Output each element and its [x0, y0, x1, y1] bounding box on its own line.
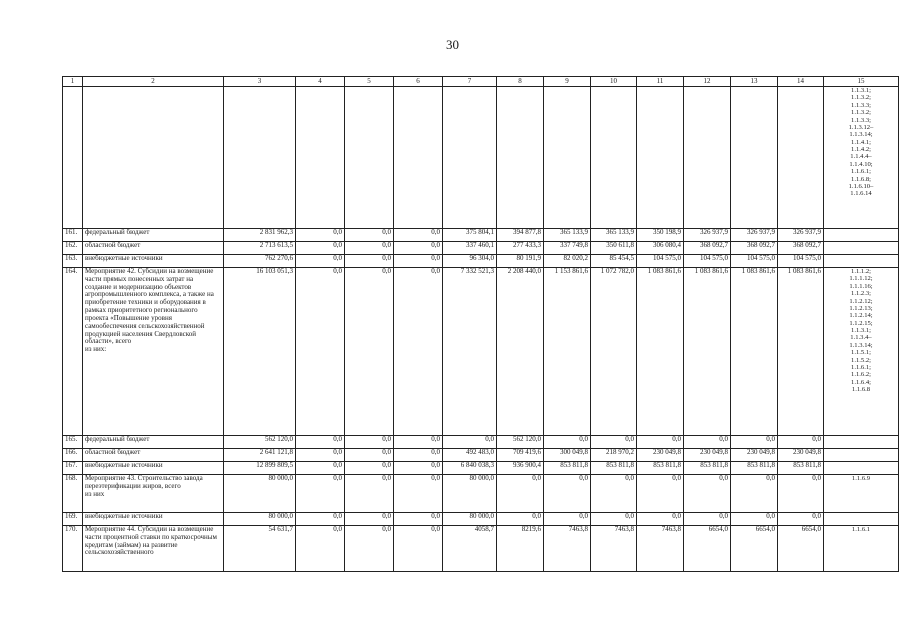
amount-cell: 2 831 962,3 — [224, 229, 296, 242]
amount-cell: 0,0 — [637, 513, 684, 526]
row-description: областной бюджет — [83, 449, 224, 462]
amount-cell: 230 049,8 — [637, 449, 684, 462]
amount-cell: 80 000,0 — [224, 513, 296, 526]
amount-cell: 853 811,8 — [731, 462, 778, 475]
amount-cell: 853 811,8 — [778, 462, 824, 475]
row-description: Мероприятие 44. Субсидии на возмещение части процентной ставки по краткосрочным кредитам (займам) на развитие сельскохозяйственного — [83, 526, 224, 572]
amount-cell: 1 083 861,6 — [731, 268, 778, 436]
amount-cell — [591, 87, 637, 229]
amount-cell: 0,0 — [296, 255, 345, 268]
table-row — [63, 513, 899, 526]
amount-cell: 0,0 — [544, 436, 591, 449]
target-indicator-refs — [824, 449, 899, 462]
amount-cell: 1 083 861,6 — [684, 268, 731, 436]
amount-cell: 80 000,0 — [224, 475, 296, 513]
amount-cell: 853 811,8 — [684, 462, 731, 475]
target-indicator-refs: 1.1.6.1 — [824, 526, 899, 572]
amount-cell: 1 083 861,6 — [778, 268, 824, 436]
row-description — [83, 87, 224, 229]
amount-cell: 0,0 — [394, 462, 443, 475]
column-number-header: 9 — [544, 77, 591, 87]
table-row — [63, 268, 899, 436]
table-row — [63, 526, 899, 572]
amount-cell: 0,0 — [497, 475, 544, 513]
amount-cell: 7463,8 — [591, 526, 637, 572]
amount-cell: 6 840 038,3 — [443, 462, 497, 475]
amount-cell: 368 092,7 — [731, 242, 778, 255]
column-number-header: 14 — [778, 77, 824, 87]
amount-cell — [497, 87, 544, 229]
amount-cell: 2 641 121,8 — [224, 449, 296, 462]
amount-cell: 0,0 — [345, 242, 394, 255]
amount-cell: 0,0 — [394, 526, 443, 572]
column-number-header: 2 — [83, 77, 224, 87]
amount-cell: 12 899 809,5 — [224, 462, 296, 475]
target-indicator-refs — [824, 242, 899, 255]
row-number: 167. — [63, 462, 83, 475]
amount-cell: 0,0 — [296, 513, 345, 526]
amount-cell: 0,0 — [731, 475, 778, 513]
table-row — [63, 475, 899, 513]
amount-cell: 562 120,0 — [224, 436, 296, 449]
amount-cell: 709 419,6 — [497, 449, 544, 462]
row-description: федеральный бюджет — [83, 436, 224, 449]
amount-cell: 0,0 — [345, 462, 394, 475]
table-row — [63, 229, 899, 242]
amount-cell: 0,0 — [591, 475, 637, 513]
amount-cell: 0,0 — [394, 242, 443, 255]
amount-cell: 82 020,2 — [544, 255, 591, 268]
amount-cell: 0,0 — [345, 229, 394, 242]
target-indicator-refs: 1.1.1.2; 1.1.1.12; 1.1.1.16; 1.1.2.3; 1.1.2.12; 1.1.2.13; 1.1.2.14; 1.1.2.15; 1.1.3.1; 1.1.3.4– 1.1.3.14; 1.1.5.1; 1.1.5.2; 1.1.6.1; 1.1.6.2; 1.1.6.4; 1.1.6.8 — [824, 268, 899, 436]
amount-cell: 0,0 — [544, 475, 591, 513]
row-number: 168. — [63, 475, 83, 513]
target-indicator-refs — [824, 255, 899, 268]
amount-cell: 0,0 — [778, 475, 824, 513]
budget-table — [62, 76, 899, 572]
table-row — [63, 449, 899, 462]
row-description: областной бюджет — [83, 242, 224, 255]
amount-cell — [296, 87, 345, 229]
target-indicator-refs — [824, 462, 899, 475]
row-number: 165. — [63, 436, 83, 449]
amount-cell: 326 937,9 — [731, 229, 778, 242]
amount-cell: 0,0 — [544, 513, 591, 526]
amount-cell: 326 937,9 — [684, 229, 731, 242]
column-number-header: 12 — [684, 77, 731, 87]
amount-cell: 492 483,0 — [443, 449, 497, 462]
amount-cell: 230 049,8 — [778, 449, 824, 462]
column-number-row — [63, 77, 899, 87]
amount-cell: 4058,7 — [443, 526, 497, 572]
target-indicator-refs — [824, 513, 899, 526]
amount-cell: 0,0 — [296, 436, 345, 449]
amount-cell: 2 208 440,0 — [497, 268, 544, 436]
amount-cell: 104 575,0 — [731, 255, 778, 268]
amount-cell — [684, 87, 731, 229]
amount-cell: 96 304,0 — [443, 255, 497, 268]
target-indicator-refs — [824, 229, 899, 242]
table-row — [63, 255, 899, 268]
row-number: 161. — [63, 229, 83, 242]
row-description: внебюджетные источники — [83, 462, 224, 475]
amount-cell: 0,0 — [394, 268, 443, 436]
column-number-header: 15 — [824, 77, 899, 87]
amount-cell: 6654,0 — [778, 526, 824, 572]
column-number-header: 3 — [224, 77, 296, 87]
amount-cell: 306 080,4 — [637, 242, 684, 255]
amount-cell: 0,0 — [296, 475, 345, 513]
amount-cell: 230 049,8 — [731, 449, 778, 462]
target-indicator-refs: 1.1.3.1; 1.1.3.2; 1.1.3.3; 1.1.3.2; 1.1.3.3; 1.1.3.12– 1.1.3.14; 1.1.4.1; 1.1.4.2; 1.1.4.4– 1.1.4.10; 1.1.6.1; 1.1.6.8; 1.1.6.10– 1.1.6.14 — [824, 87, 899, 229]
amount-cell: 0,0 — [684, 475, 731, 513]
amount-cell: 326 937,9 — [778, 229, 824, 242]
amount-cell: 350 611,8 — [591, 242, 637, 255]
amount-cell: 104 575,0 — [778, 255, 824, 268]
amount-cell: 0,0 — [591, 513, 637, 526]
amount-cell: 337 749,8 — [544, 242, 591, 255]
row-description: внебюджетные источники — [83, 513, 224, 526]
amount-cell: 394 877,8 — [497, 229, 544, 242]
target-indicator-refs — [824, 436, 899, 449]
amount-cell — [443, 87, 497, 229]
column-number-header: 6 — [394, 77, 443, 87]
amount-cell: 0,0 — [394, 255, 443, 268]
amount-cell: 300 049,8 — [544, 449, 591, 462]
column-number-header: 11 — [637, 77, 684, 87]
row-description: внебюджетные источники — [83, 255, 224, 268]
column-number-header: 4 — [296, 77, 345, 87]
amount-cell: 368 092,7 — [684, 242, 731, 255]
amount-cell: 104 575,0 — [684, 255, 731, 268]
table-row — [63, 242, 899, 255]
amount-cell: 0,0 — [394, 513, 443, 526]
row-number: 162. — [63, 242, 83, 255]
column-number-header: 8 — [497, 77, 544, 87]
amount-cell: 0,0 — [296, 462, 345, 475]
amount-cell: 80 191,9 — [497, 255, 544, 268]
page-number: 30 — [446, 37, 459, 52]
amount-cell: 8219,6 — [497, 526, 544, 572]
amount-cell — [544, 87, 591, 229]
amount-cell: 0,0 — [497, 513, 544, 526]
amount-cell: 1 072 782,0 — [591, 268, 637, 436]
amount-cell: 0,0 — [394, 436, 443, 449]
column-number-header: 7 — [443, 77, 497, 87]
amount-cell: 0,0 — [731, 436, 778, 449]
amount-cell: 218 970,2 — [591, 449, 637, 462]
amount-cell — [778, 87, 824, 229]
amount-cell: 7463,8 — [544, 526, 591, 572]
amount-cell: 0,0 — [345, 436, 394, 449]
amount-cell: 6654,0 — [684, 526, 731, 572]
amount-cell: 0,0 — [345, 268, 394, 436]
amount-cell — [637, 87, 684, 229]
amount-cell — [394, 87, 443, 229]
amount-cell: 0,0 — [345, 449, 394, 462]
amount-cell: 0,0 — [296, 449, 345, 462]
amount-cell: 853 811,8 — [591, 462, 637, 475]
amount-cell: 762 270,6 — [224, 255, 296, 268]
amount-cell: 1 153 861,6 — [544, 268, 591, 436]
amount-cell: 853 811,8 — [544, 462, 591, 475]
amount-cell: 375 804,1 — [443, 229, 497, 242]
amount-cell: 0,0 — [778, 436, 824, 449]
row-description: федеральный бюджет — [83, 229, 224, 242]
row-number: 166. — [63, 449, 83, 462]
amount-cell: 0,0 — [731, 513, 778, 526]
row-number: 170. — [63, 526, 83, 572]
amount-cell: 0,0 — [345, 526, 394, 572]
amount-cell: 277 433,3 — [497, 242, 544, 255]
amount-cell: 80 000,0 — [443, 475, 497, 513]
amount-cell: 853 811,8 — [637, 462, 684, 475]
row-number: 164. — [63, 268, 83, 436]
target-indicator-refs: 1.1.6.9 — [824, 475, 899, 513]
amount-cell: 0,0 — [345, 475, 394, 513]
table-row — [63, 87, 899, 229]
amount-cell: 0,0 — [684, 436, 731, 449]
column-number-header: 10 — [591, 77, 637, 87]
amount-cell: 0,0 — [345, 513, 394, 526]
amount-cell: 7 332 521,3 — [443, 268, 497, 436]
amount-cell: 0,0 — [394, 449, 443, 462]
column-number-header: 13 — [731, 77, 778, 87]
amount-cell: 0,0 — [296, 229, 345, 242]
row-number: 169. — [63, 513, 83, 526]
amount-cell: 0,0 — [296, 268, 345, 436]
amount-cell: 0,0 — [637, 475, 684, 513]
amount-cell: 562 120,0 — [497, 436, 544, 449]
amount-cell: 0,0 — [345, 255, 394, 268]
amount-cell: 0,0 — [591, 436, 637, 449]
amount-cell: 7463,8 — [637, 526, 684, 572]
amount-cell: 368 092,7 — [778, 242, 824, 255]
amount-cell: 0,0 — [684, 513, 731, 526]
amount-cell: 1 083 861,6 — [637, 268, 684, 436]
amount-cell — [224, 87, 296, 229]
amount-cell — [345, 87, 394, 229]
amount-cell: 936 900,4 — [497, 462, 544, 475]
amount-cell: 54 631,7 — [224, 526, 296, 572]
amount-cell: 0,0 — [637, 436, 684, 449]
amount-cell: 0,0 — [443, 436, 497, 449]
row-number: 163. — [63, 255, 83, 268]
column-number-header: 1 — [63, 77, 83, 87]
amount-cell: 230 049,8 — [684, 449, 731, 462]
amount-cell: 85 454,5 — [591, 255, 637, 268]
amount-cell: 365 133,9 — [591, 229, 637, 242]
amount-cell: 0,0 — [296, 526, 345, 572]
row-description: Мероприятие 42. Субсидии на возмещение части прямых понесенных затрат на создание и модернизацию объектов агропромышленного комплекса, а также на приобретение техники и оборудования в рамках приоритетного регионального проекта «Повышение уровня самообеспечения сельскохозяйственной продукцией населения Свердловской области», всего из них: — [83, 268, 224, 436]
amount-cell: 0,0 — [778, 513, 824, 526]
table-row — [63, 462, 899, 475]
amount-cell: 0,0 — [394, 229, 443, 242]
amount-cell: 80 000,0 — [443, 513, 497, 526]
amount-cell — [731, 87, 778, 229]
amount-cell: 350 198,9 — [637, 229, 684, 242]
amount-cell: 2 713 613,5 — [224, 242, 296, 255]
amount-cell: 365 133,9 — [544, 229, 591, 242]
amount-cell: 16 103 051,3 — [224, 268, 296, 436]
row-number — [63, 87, 83, 229]
amount-cell: 6654,0 — [731, 526, 778, 572]
amount-cell: 0,0 — [394, 475, 443, 513]
amount-cell: 104 575,0 — [637, 255, 684, 268]
amount-cell: 0,0 — [296, 242, 345, 255]
column-number-header: 5 — [345, 77, 394, 87]
row-description: Мероприятие 43. Строительство завода переэтерификации жиров, всего из них — [83, 475, 224, 513]
amount-cell: 337 460,1 — [443, 242, 497, 255]
table-row — [63, 436, 899, 449]
